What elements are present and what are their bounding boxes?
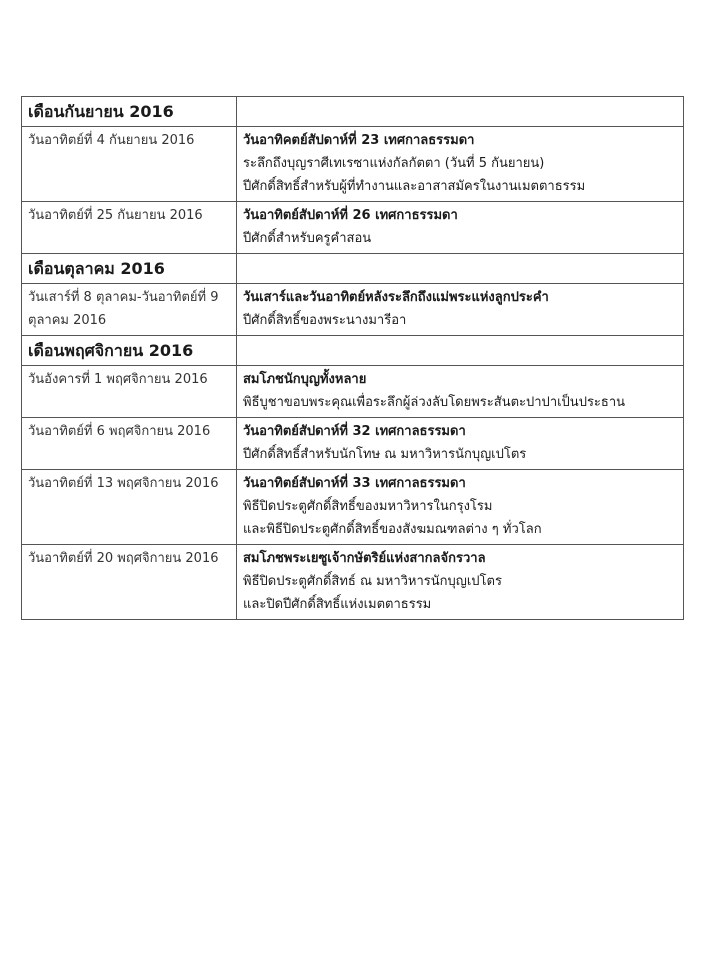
event-description xyxy=(237,127,684,202)
month-title: เดือนพฤศจิกายน 2016 xyxy=(22,336,237,366)
month-header-row xyxy=(22,336,684,366)
month-empty-cell xyxy=(237,254,684,284)
event-heading: วันอาทิตย์สัปดาห์ที่ 33 เทศกาลธรรมดา xyxy=(243,476,466,491)
schedule-body xyxy=(22,97,684,620)
event-date: วันอาทิตย์ที่ 20 พฤศจิกายน 2016 xyxy=(22,545,237,620)
event-detail: ปีศักดิ์สิทธิ์สำหรับนักโทษ ณ มหาวิหารนักบุญเปโตร xyxy=(243,447,527,462)
schedule-table xyxy=(21,96,684,620)
schedule-row xyxy=(22,418,684,470)
month-header-row xyxy=(22,97,684,127)
event-detail: และปิดปีศักดิ์สิทธิ์แห่งเมตตาธรรม xyxy=(243,597,432,612)
event-heading: สมโภชนักบุญทั้งหลาย xyxy=(243,372,367,387)
event-detail: ระลึกถึงบุญราศีเทเรซาแห่งกัลกัตตา (วันที่ 5 กันยายน) xyxy=(243,156,545,171)
schedule-row xyxy=(22,284,684,336)
event-date: วันอาทิตย์ที่ 13 พฤศจิกายน 2016 xyxy=(22,470,237,545)
month-empty-cell xyxy=(237,336,684,366)
month-title: เดือนกันยายน 2016 xyxy=(22,97,237,127)
event-description xyxy=(237,366,684,418)
event-date: วันอาทิตย์ที่ 4 กันยายน 2016 xyxy=(22,127,237,202)
month-empty-cell xyxy=(237,97,684,127)
schedule-row xyxy=(22,366,684,418)
event-detail: พิธีปิดประตูศักดิ์สิทธ์ ณ มหาวิหารนักบุญเปโตร xyxy=(243,574,502,589)
event-detail: พิธีบูชาขอบพระคุณเพื่อระลึกผู้ล่วงลับโดยพระสันตะปาปาเป็นประธาน xyxy=(243,395,626,410)
schedule-row xyxy=(22,127,684,202)
event-description xyxy=(237,545,684,620)
event-detail: พิธีปิดประตูศักดิ์สิทธิ์ของมหาวิหารในกรุงโรม xyxy=(243,499,493,514)
event-date: วันอังคารที่ 1 พฤศจิกายน 2016 xyxy=(22,366,237,418)
event-description xyxy=(237,418,684,470)
event-heading: วันเสาร์และวันอาทิตย์หลังระลึกถึงแม่พระแห่งลูกประคำ xyxy=(243,290,549,305)
event-date: วันเสาร์ที่ 8 ตุลาคม-วันอาทิตย์ที่ 9 ตุลาคม 2016 xyxy=(22,284,237,336)
schedule-row xyxy=(22,470,684,545)
event-heading: วันอาทิตย์สัปดาห์ที่ 32 เทศกาลธรรมดา xyxy=(243,424,466,439)
event-detail: ปีศักดิ์สิทธิ์ของพระนางมารีอา xyxy=(243,313,407,328)
event-description xyxy=(237,202,684,254)
schedule-row xyxy=(22,545,684,620)
event-heading: วันอาทิคตย์สัปดาห์ที่ 23 เทศกาลธรรมดา xyxy=(243,133,475,148)
month-header-row xyxy=(22,254,684,284)
event-description xyxy=(237,284,684,336)
event-heading: สมโภชพระเยซูเจ้ากษัตริย์แห่งสากลจักรวาล xyxy=(243,551,486,566)
event-heading: วันอาทิตย์สัปดาห์ที่ 26 เทศกาธรรมดา xyxy=(243,208,458,223)
schedule-row xyxy=(22,202,684,254)
event-detail: ปีศักดิ์สำหรับครูคำสอน xyxy=(243,231,372,246)
month-title: เดือนตุลาคม 2016 xyxy=(22,254,237,284)
event-detail: ปีศักดิ์สิทธิ์สำหรับผู้ที่ทำงานและอาสาสมัครในงานเมตตาธรรม xyxy=(243,179,586,194)
event-detail: และพิธีปิดประตูศักดิ์สิทธิ์ของสังฆมณฑลต่าง ๆ ทั่วโลก xyxy=(243,522,542,537)
event-description xyxy=(237,470,684,545)
event-date: วันอาทิตย์ที่ 6 พฤศจิกายน 2016 xyxy=(22,418,237,470)
event-date: วันอาทิตย์ที่ 25 กันยายน 2016 xyxy=(22,202,237,254)
